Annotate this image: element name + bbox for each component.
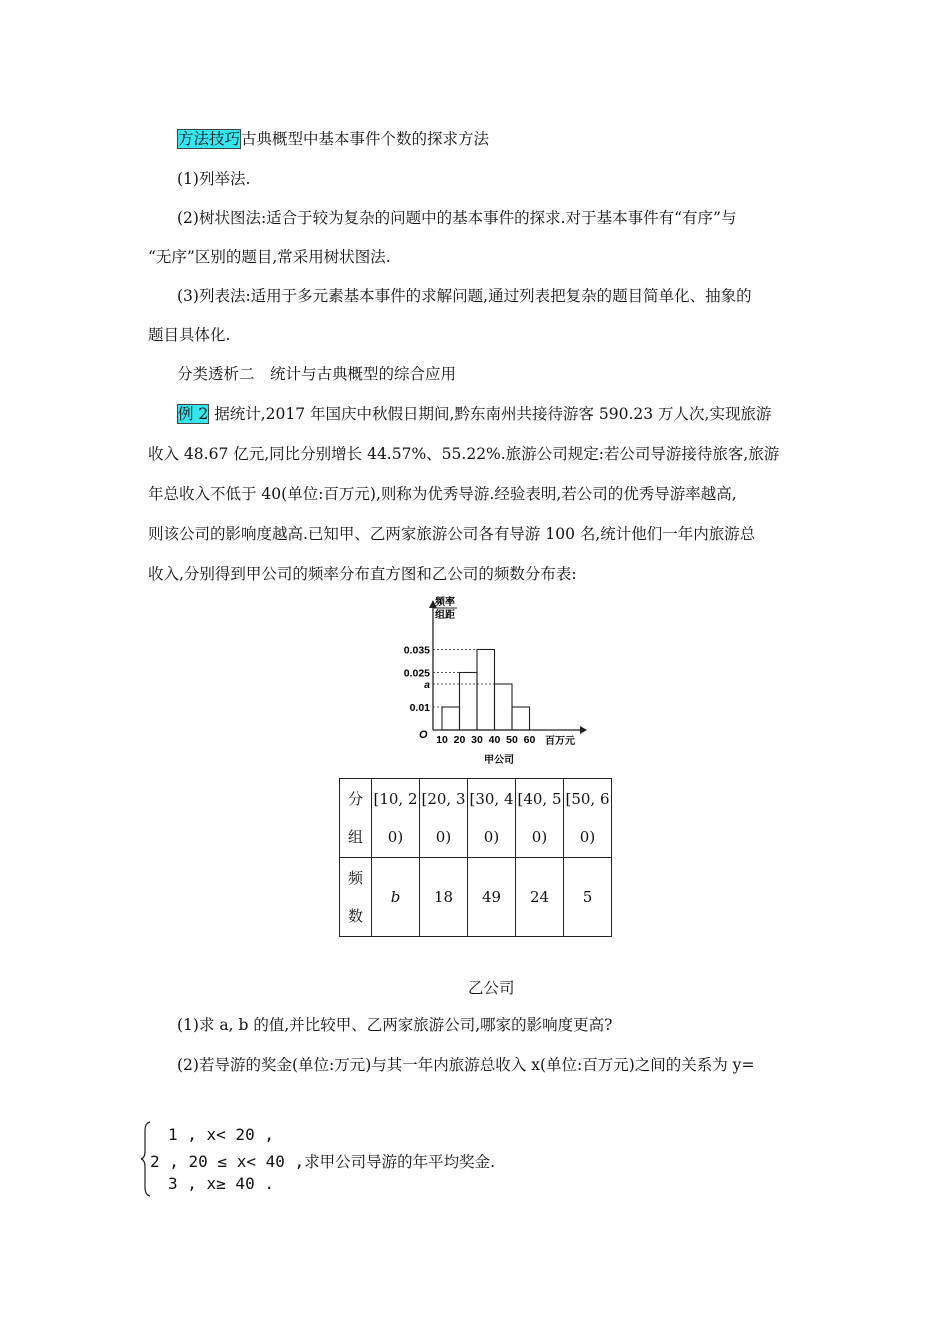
example-line-3: 年总收入不低于 40(单位:百万元),则称为优秀导游.经验表明,若公司的优秀导游率越高, xyxy=(148,485,737,503)
example-line-5: 收入,分别得到甲公司的频率分布直方图和乙公司的频数分布表: xyxy=(148,565,577,583)
group-bottom: 0) xyxy=(387,828,404,846)
method-item-2-line-1: (2)树状图法:适合于较为复杂的问题中的基本事件的探求.对于基本事件有“有序”与 xyxy=(177,209,737,227)
count-cell: 18 xyxy=(420,858,468,937)
histogram-bar xyxy=(495,684,513,730)
histogram-bar xyxy=(460,673,478,731)
group-top: [30, 4 xyxy=(469,790,514,808)
x-tick-label: 60 xyxy=(523,734,536,746)
histogram-bar xyxy=(512,707,530,730)
y-label-top: 频率 xyxy=(435,597,455,608)
example-line-1 xyxy=(177,402,771,424)
example-text-1: 据统计,2017 年国庆中秋假日期间,黔东南州共接待游客 590.23 万人次,实现旅游 xyxy=(214,405,772,423)
y-tick-label: a xyxy=(424,679,430,691)
question-1: (1)求 a, b 的值,并比较甲、乙两家旅游公司,哪家的影响度更高? xyxy=(177,1016,613,1034)
y-tick-label: 0.025 xyxy=(403,667,430,680)
group-top: [50, 6 xyxy=(565,790,610,808)
freq-header-bottom: 数 xyxy=(347,907,363,925)
table-caption: 乙公司 xyxy=(468,979,515,997)
method-heading xyxy=(177,127,489,149)
group-bottom: 0) xyxy=(483,828,500,846)
table-row xyxy=(340,858,612,937)
x-tick-label: 40 xyxy=(488,734,501,746)
y-tick-label: 0.035 xyxy=(403,644,430,657)
freq-header-cell xyxy=(340,858,372,937)
freq-header-top: 频 xyxy=(347,869,363,887)
method-item-1: (1)列举法. xyxy=(177,170,251,188)
section-heading: 分类透析二 统计与古典概型的综合应用 xyxy=(177,365,457,383)
histogram-bar xyxy=(477,650,495,731)
question-2: (2)若导游的奖金(单位:万元)与其一年内旅游总收入 x(单位:百万元)之间的关系为 y= xyxy=(177,1056,755,1074)
count-cell: 49 xyxy=(468,858,516,937)
method-title: 古典概型中基本事件个数的探求方法 xyxy=(241,130,490,148)
piece-2-tail: 求甲公司导游的年平均奖金. xyxy=(304,1153,496,1171)
count-cell: 5 xyxy=(564,858,612,937)
x-axis-label: 百万元 xyxy=(545,736,575,747)
x-tick-label: 50 xyxy=(506,734,518,746)
chart-caption: 甲公司 xyxy=(484,755,514,766)
piece-1: 1 , x< 20 , xyxy=(168,1125,274,1144)
method-item-2-line-2: “无序”区别的题目,常采用树状图法. xyxy=(148,248,391,266)
count-cell: 24 xyxy=(516,858,564,937)
group-bottom: 0) xyxy=(531,828,548,846)
x-tick-label: 20 xyxy=(453,734,466,746)
x-axis-arrow xyxy=(580,726,587,734)
method-item-3-line-2: 题目具体化. xyxy=(148,326,231,344)
origin-label: O xyxy=(419,729,428,741)
count-cell: b xyxy=(372,858,420,937)
method-item-3-line-1: (3)列表法:适用于多元素基本事件的求解问题,通过列表把复杂的题目简单化、抽象的 xyxy=(177,287,752,305)
group-cell xyxy=(372,779,420,858)
method-tag: 方法技巧 xyxy=(178,130,241,148)
piece-3: 3 , x≥ 40 . xyxy=(168,1174,274,1193)
group-top: [40, 5 xyxy=(517,790,562,808)
table-row xyxy=(340,779,612,858)
group-header-top: 分 xyxy=(347,790,363,808)
group-header-cell xyxy=(340,779,372,858)
group-header-bottom: 组 xyxy=(347,828,363,846)
y-tick-label: 0.01 xyxy=(409,702,430,714)
group-bottom: 0) xyxy=(579,828,596,846)
histogram-bar xyxy=(442,707,460,730)
group-cell xyxy=(564,779,612,858)
example-tag: 例 2 xyxy=(178,405,209,423)
x-tick-label: 30 xyxy=(471,734,483,746)
frequency-table xyxy=(339,778,612,937)
group-bottom: 0) xyxy=(435,828,452,846)
y-label-bottom: 组距 xyxy=(435,610,455,621)
group-cell xyxy=(468,779,516,858)
group-top: [20, 3 xyxy=(421,790,466,808)
piece-2-line xyxy=(150,1150,495,1172)
group-cell xyxy=(516,779,564,858)
group-cell xyxy=(420,779,468,858)
example-line-4: 则该公司的影响度越高.已知甲、乙两家旅游公司各有导游 100 名,统计他们一年内旅游总 xyxy=(148,525,756,543)
histogram-chart xyxy=(395,592,595,772)
piece-2: 2 , 20 ≤ x< 40 , xyxy=(150,1152,305,1171)
x-tick-label: 10 xyxy=(436,734,448,746)
group-top: [10, 2 xyxy=(373,790,418,808)
example-line-2: 收入 48.67 亿元,同比分别增长 44.57%、55.22%.旅游公司规定:若公司导游接待旅客,旅游 xyxy=(148,445,780,463)
